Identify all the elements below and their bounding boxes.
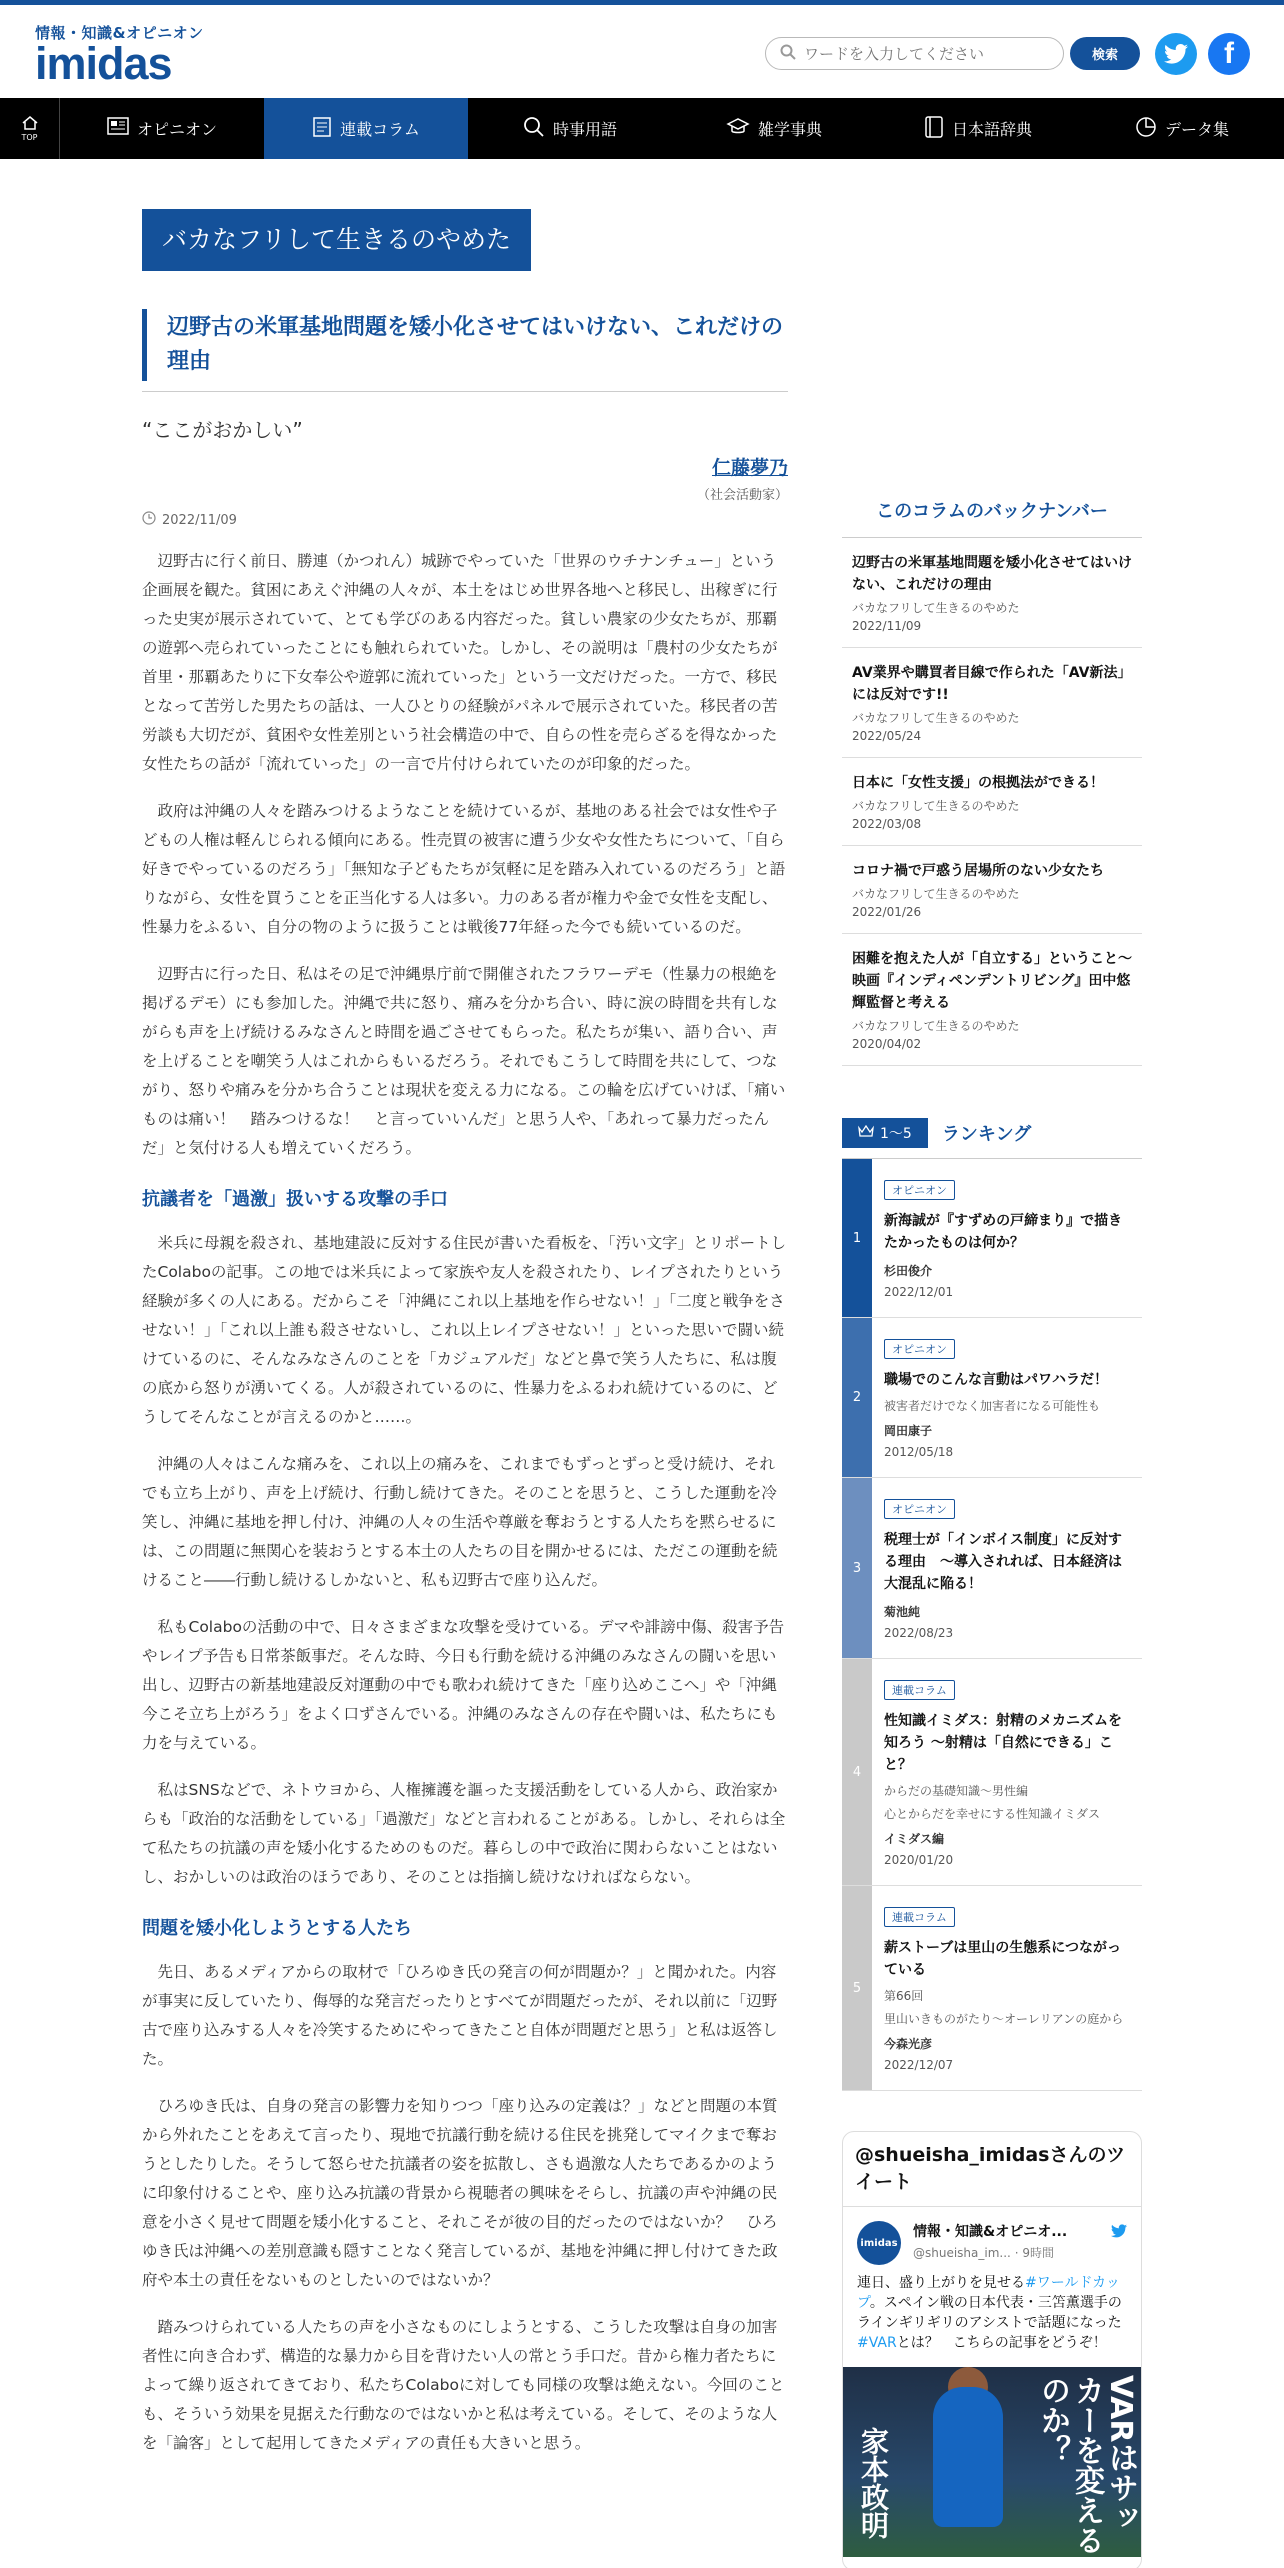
twitter-icon[interactable] xyxy=(1155,33,1197,75)
nav-top-button[interactable] xyxy=(0,98,60,159)
ranking-title-text: 職場でのこんな言動はパワハラだ！ xyxy=(884,1372,1108,1388)
ranking-number: 1 xyxy=(842,1159,872,1317)
image-name: 家本政明 xyxy=(857,2427,890,2539)
ranking-number: 3 xyxy=(842,1478,872,1658)
tweet-handle xyxy=(913,2244,1127,2261)
article-paragraph: 政府は沖縄の人々を踏みつけるようなことを続けているが、基地のある社会では女性や子どもの人権は軽んじられる傾向にある。性売買の被害に遭う少女や女性たちについて、「自ら好きでやっているのだろう」「無知な子どもたちが気軽に足を踏み入れているのだろう」と語りながら、女性を買うことを正当化する人は多い。力のある者が権力や金で女性を支配し、性暴力をふるい、自分の物のように扱うことは戦後77年経った今でも続いているのだ。 xyxy=(142,802,786,936)
column-icon xyxy=(312,117,332,141)
backnumber-series: バカなフリして生きるのやめた xyxy=(852,799,1020,813)
backnumber-item[interactable] xyxy=(842,846,1142,934)
search-icon xyxy=(780,44,796,64)
tweet-time[interactable]: · 9時間 xyxy=(1014,2246,1054,2260)
tweet-handle-text: @shueisha_im... xyxy=(913,2246,1011,2260)
nav-label: 連載コラム xyxy=(340,120,420,139)
ranking-date: 2012/05/18 xyxy=(884,1445,954,1459)
backnumber-item[interactable] xyxy=(842,648,1142,758)
ranking-item[interactable] xyxy=(842,1478,1142,1659)
backnumber-series: バカなフリして生きるのやめた xyxy=(852,601,1020,615)
ranking-body xyxy=(872,1318,1142,1477)
ranking-subtitle: 第66回 xyxy=(884,1989,924,2003)
section-heading: 問題を矮小化しようとする人たち xyxy=(142,1918,412,1939)
ranking-header xyxy=(842,1118,1142,1159)
article-paragraph: 私もColaboの活動の中で、日々さまざまな攻撃を受けている。デマや誹謗中傷、殺害予告やレイプ予告も日常茶飯事だ。そんな時、今日も行動を続ける沖縄のみなさんの闘いを思い出し、辺野古の新基地建設反対運動の中でも歌われ続けてきた「座り込めここへ」や「沖縄今こそ立ち上がろう」をよく口ずさんでいる。沖縄のみなさんの存在や闘いは、私たちにも力を与えている。 xyxy=(142,1618,785,1752)
tweet-author-name[interactable]: 情報・知識&オピニオ... xyxy=(913,2224,1068,2240)
section-heading: 抗議者を「過激」扱いする攻撃の手口 xyxy=(142,1189,448,1210)
ranking-item[interactable] xyxy=(842,1886,1142,2091)
article-paragraph: 私はSNSなどで、ネトウヨから、人権擁護を謳った支援活動をしている人から、政治家からも「政治的な活動をしている」「過激だ」などと言われることがある。しかし、それらは全て私たちの抗議の声を矮小化するためのものだ。暮らしの中で政治に関わらないことはないし、おかしいのは政治のほうであり、そのことは指摘し続けなければならない。 xyxy=(142,1781,786,1886)
cap-icon xyxy=(726,117,750,141)
nav-label: 雑学事典 xyxy=(757,120,822,139)
tweet-text-part: とは？ こちらの記事をどうぞ！ xyxy=(896,2335,1107,2351)
backnumber-item[interactable] xyxy=(842,758,1142,846)
crown-icon xyxy=(858,1125,874,1141)
ranking-category-wrap xyxy=(884,1179,1130,1200)
ranking-body xyxy=(872,1659,1142,1885)
article-paragraph: 辺野古に行く前日、勝連（かつれん）城跡でやっていた「世界のウチナンチュー」という企画展を観た。貧困にあえぐ沖縄の人々が、本土をはじめ世界各地へと移民し、出稼ぎに行った史実が展示されていて、とても学びのある内容だった。貧しい農家の少女たちが、那覇の遊郭へ売られていったことにも触れられていた。しかし、その説明は「農村の少女たちが首里・那覇あたりに下女奉公や遊郭に流れていった」という一文だけだった。一方で、移民となって苦労した男たちの話は、一人ひとりの経験がパネルで展示されていた。移民者の苦労談も大切だが、貧困や女性差別という社会構造の中で、自らの性を売らざるを得なかった女性たちの話が「流れていった」の一言で片付けられていたのが印象的だった。 xyxy=(142,552,778,773)
ranking-number: 5 xyxy=(842,1886,872,2090)
nav-item-trivia[interactable] xyxy=(672,98,876,159)
hashtag-link[interactable]: #VAR xyxy=(857,2335,897,2351)
logo-text: imidas xyxy=(35,38,172,89)
ranking-item[interactable] xyxy=(842,1318,1142,1478)
ranking-category-wrap xyxy=(884,1906,1130,1927)
search-icon xyxy=(523,116,545,142)
nav-item-dictionary[interactable] xyxy=(876,98,1080,159)
author-link[interactable]: 仁藤夢乃 xyxy=(711,457,788,479)
ranking-author: 今森光彦 xyxy=(884,2037,933,2051)
backnumber-title: コロナ禍で戸惑う居場所のない少女たち xyxy=(852,863,1104,879)
backnumber-title: AV業界や購買者目線で作られた「AV新法」には反対です!! xyxy=(852,665,1132,703)
ranking-category[interactable]: オピニオン xyxy=(884,1339,955,1359)
article-paragraph: ひろゆき氏は、自身の発言の影響力を知りつつ「座り込みの定義は？」などと問題の本質から外れたことをあえて言ったり、現地で抗議行動を続ける住民を挑発してマイクまで奪おうとしたりした。そうして怒らせた抗議者の姿を拡散し、さも過激な人たちであるかのように印象付けることや、座り込み抗議の背景から視聴者の興味をそらし、抗議の声や沖縄の民意を小さく見せて問題を矮小化すること、それこそが彼の目的だったのではないか？ ひろゆき氏は沖縄への差別意識も隠すことなく発言しているが、基地を沖縄に押し付けてきた政府や本土の責任をないものとしたいのではないか？ xyxy=(142,2097,778,2289)
ranking-date: 2022/12/01 xyxy=(884,1285,954,1299)
ranking-date: 2020/01/20 xyxy=(884,1853,954,1867)
ranking-body xyxy=(872,1159,1142,1317)
search-input[interactable] xyxy=(804,45,1044,63)
ranking-item[interactable] xyxy=(842,1159,1142,1318)
tweet-text xyxy=(857,2273,1127,2353)
home-icon xyxy=(21,115,39,133)
logo-tagline: 情報・知識&オピニオン xyxy=(35,24,204,42)
nav-item-data[interactable] xyxy=(1080,98,1284,159)
nav-label: 時事用語 xyxy=(552,120,617,139)
tweet-text-part: 。スペイン戦の日本代表・三笘薫選手のラインギリギリのアシストで話題になった xyxy=(857,2295,1122,2331)
facebook-icon[interactable]: f xyxy=(1208,33,1250,75)
backnumber-title: 辺野古の米軍基地問題を矮小化させてはいけない、これだけの理由 xyxy=(852,555,1132,593)
backnumber-date: 2022/03/08 xyxy=(852,817,922,831)
backnumber-date: 2020/04/02 xyxy=(852,1037,922,1051)
site-logo[interactable] xyxy=(35,22,204,89)
ranking-date: 2022/12/07 xyxy=(884,2058,954,2072)
clock-icon xyxy=(142,511,156,529)
twitter-icon xyxy=(1111,2223,1127,2242)
ranking-item[interactable] xyxy=(842,1659,1142,1886)
dictionary-icon xyxy=(924,116,944,142)
ranking-author: 岡田康子 xyxy=(884,1424,933,1438)
ranking-category-wrap xyxy=(884,1498,1130,1519)
backnumber-item[interactable] xyxy=(842,934,1142,1066)
article-paragraph: 米兵に母親を殺され、基地建設に反対する住民が書いた看板を、「汚い文字」とリポートしたColaboの記事。この地では米兵によって家族や友人を殺されたり、レイプされたりという経験が多くの人にある。だからこそ「沖縄にこれ以上基地を作らせない！」「二度と戦争をさせない！」「これ以上誰も殺させないし、これ以上レイプさせない！」といった思いで闘い続けているのに、そんなみなさんのことを「カジュアルだ」などと鼻で笑う人たちに、私は腹の底から怒りが湧いてくる。人が殺されているのに、性暴力をふるわれ続けているのに、どうしてそんなことが言えるのかと……。 xyxy=(142,1234,787,1426)
article-paragraph: 辺野古に行った日、私はその足で沖縄県庁前で開催されたフラワーデモ（性暴力の根絶を掲げるデモ）にも参加した。沖縄で共に怒り、痛みを分かち合い、時に涙の時間を共有しながらも声を上げ続けるみなさんと時間を過ごさせてもらった。私たちが集い、語り合い、声を上げることを嘲笑う人はこれからもいるだろう。それでもこうして時間を共にして、つながり、怒りや痛みを分かち合うことは現状を変える力になる。この輪を広げていけば、「痛いものは痛い！ 踏みつけるな！ と言っていいんだ」と思う人や、「あれって暴力だったんだ」と気付ける人も増えていくだろう。 xyxy=(142,965,786,1157)
ranking-title-text: 新海誠が『すずめの戸締まり』で描きたかったものは何か？ xyxy=(884,1213,1123,1251)
ranking-title-text: 税理士が「インボイス制度」に反対する理由 ～導入されれば、日本経済は大混乱に陥る！ xyxy=(884,1532,1122,1592)
twitter-widget-heading[interactable]: @shueisha_imidasさんのツイート xyxy=(843,2132,1141,2207)
ranking-category[interactable]: 連載コラム xyxy=(884,1680,955,1700)
article-paragraph: 踏みつけられている人たちの声を小さなものにしようとする、こうした攻撃は自身の加害者性に向き合わず、構造的な暴力から目を背けたい人の常とう手口だ。昔から権力者たちによって繰り返されてきており、私たちColaboに対しても同様の攻撃は絶えない。今回のことも、そういう効果を見据えた行動なのではないかと私は考えている。そして、そのような人を「論客」として起用してきたメディアの責任も大きいと思う。 xyxy=(142,2318,785,2452)
article-paragraph: 先日、あるメディアからの取材で「ひろゆき氏の発言の何が問題か？」と聞かれた。内容が事実に反していたり、侮辱的な発言だったりとすべてが問題だったが、それ以前に「辺野古で座り込みする人々を冷笑するためにやってきたこと自体が問題だと思う」と私は返答した。 xyxy=(142,1963,778,2068)
ranking-author: 杉田俊介 xyxy=(884,1264,933,1278)
tweet-avatar[interactable]: imidas xyxy=(857,2221,901,2265)
backnumber-item[interactable] xyxy=(842,538,1142,648)
article-paragraph: 沖縄の人々はこんな痛みを、これ以上の痛みを、これまでもずっとずっと受け続け、それでも立ち上がり、声を上げ続け、行動し続けてきた。そのことを思うと、こうした運動を冷笑し、沖縄に基地を押し付け、沖縄の人々の生活や尊厳を奪おうとする人たちを黙らせるには、この問題に無関心を装おうとする本土の人たちの目を開かせるには、ただこの運動を続けること――行動し続けるしかないと、私も辺野古で座り込んだ。 xyxy=(142,1455,778,1589)
hashtag-link[interactable]: #ワールドカップ xyxy=(857,2275,1120,2311)
backnumber-date: 2022/01/26 xyxy=(852,905,922,919)
global-nav xyxy=(0,98,1284,159)
ranking-series: 里山いきものがたり～オーレリアンの庭から xyxy=(884,2012,1124,2026)
ranking-category-wrap xyxy=(884,1679,1130,1700)
twitter-widget xyxy=(842,2131,1142,2568)
opinion-icon xyxy=(107,117,129,141)
backnumber-date: 2022/05/24 xyxy=(852,729,922,743)
ranking-tab-label: 1～5 xyxy=(880,1126,912,1142)
nav-label: オピニオン xyxy=(136,120,217,139)
nav-label: データ集 xyxy=(1164,120,1229,139)
ranking-title-text: 薪ストーブは里山の生態系につながっている xyxy=(884,1940,1122,1978)
ranking-body xyxy=(872,1478,1142,1658)
tweet-image[interactable] xyxy=(843,2367,1142,2557)
ranking-list xyxy=(842,1159,1142,2091)
tweet-text-part: 連日、盛り上がりを見せる xyxy=(857,2275,1025,2291)
article-title: 辺野古の米軍基地問題を矮小化させてはいけない、これだけの理由 xyxy=(142,309,788,381)
image-headline: VARはサッカーを変えるのか？ xyxy=(1035,2375,1138,2555)
backnumber-title: 日本に「女性支援」の根拠法ができる！ xyxy=(852,775,1104,791)
date-text: 2022/11/09 xyxy=(162,512,237,528)
player-figure xyxy=(933,2387,1003,2527)
ranking-title: ランキング xyxy=(941,1124,1032,1145)
ranking-title-text: 性知識イミダス：射精のメカニズムを知ろう ～射精は「自然にできる」こと？ xyxy=(884,1713,1122,1773)
title-divider xyxy=(142,391,788,392)
nav-item-terms[interactable] xyxy=(468,98,672,159)
search-button[interactable]: 検索 xyxy=(1070,37,1140,70)
series-banner[interactable]: バカなフリして生きるのやめた xyxy=(142,209,531,271)
ranking-author: イミダス編 xyxy=(884,1832,945,1846)
nav-top-label: TOP xyxy=(21,133,38,142)
ranking-number: 4 xyxy=(842,1659,872,1885)
ranking-series: 心とからだを幸せにする性知識イミダス xyxy=(884,1807,1101,1821)
ranking-category[interactable]: 連載コラム xyxy=(884,1907,955,1927)
search-box xyxy=(765,37,1064,70)
sidebar xyxy=(842,497,1142,2568)
article-date xyxy=(142,511,788,529)
tweet[interactable] xyxy=(843,2207,1141,2568)
ranking-number: 2 xyxy=(842,1318,872,1477)
backnumber-title: 困難を抱えた人が「自立する」ということ～映画『インディペンデントリビング』田中悠輝監督と考える xyxy=(852,951,1132,1011)
ranking-author: 菊池純 xyxy=(884,1605,921,1619)
nav-label: 日本語辞典 xyxy=(951,120,1032,139)
nav-item-column[interactable] xyxy=(264,98,468,159)
ranking-subtitle: 被害者だけでなく加害者になる可能性も xyxy=(884,1399,1101,1413)
backnumber-heading: このコラムのバックナンバー xyxy=(842,497,1142,538)
backnumber-series: バカなフリして生きるのやめた xyxy=(852,887,1020,901)
author-role: （社会活動家） xyxy=(696,488,788,503)
ranking-category[interactable]: オピニオン xyxy=(884,1499,955,1519)
ranking-tab[interactable] xyxy=(842,1118,928,1148)
backnumber-date: 2022/11/09 xyxy=(852,619,922,633)
nav-item-opinion[interactable] xyxy=(60,98,264,159)
ranking-category-wrap xyxy=(884,1338,1130,1359)
ranking-category[interactable]: オピニオン xyxy=(884,1180,955,1200)
backnumber-series: バカなフリして生きるのやめた xyxy=(852,711,1020,725)
ranking-body xyxy=(872,1886,1142,2090)
article-main xyxy=(142,209,788,2458)
backnumber-series: バカなフリして生きるのやめた xyxy=(852,1019,1020,1033)
chart-icon xyxy=(1135,116,1157,142)
article-subtitle: “ここがおかしい” xyxy=(142,418,303,442)
ranking-subtitle: からだの基礎知識～男性編 xyxy=(884,1784,1029,1798)
ranking-date: 2022/08/23 xyxy=(884,1626,954,1640)
site-header xyxy=(0,5,1284,98)
